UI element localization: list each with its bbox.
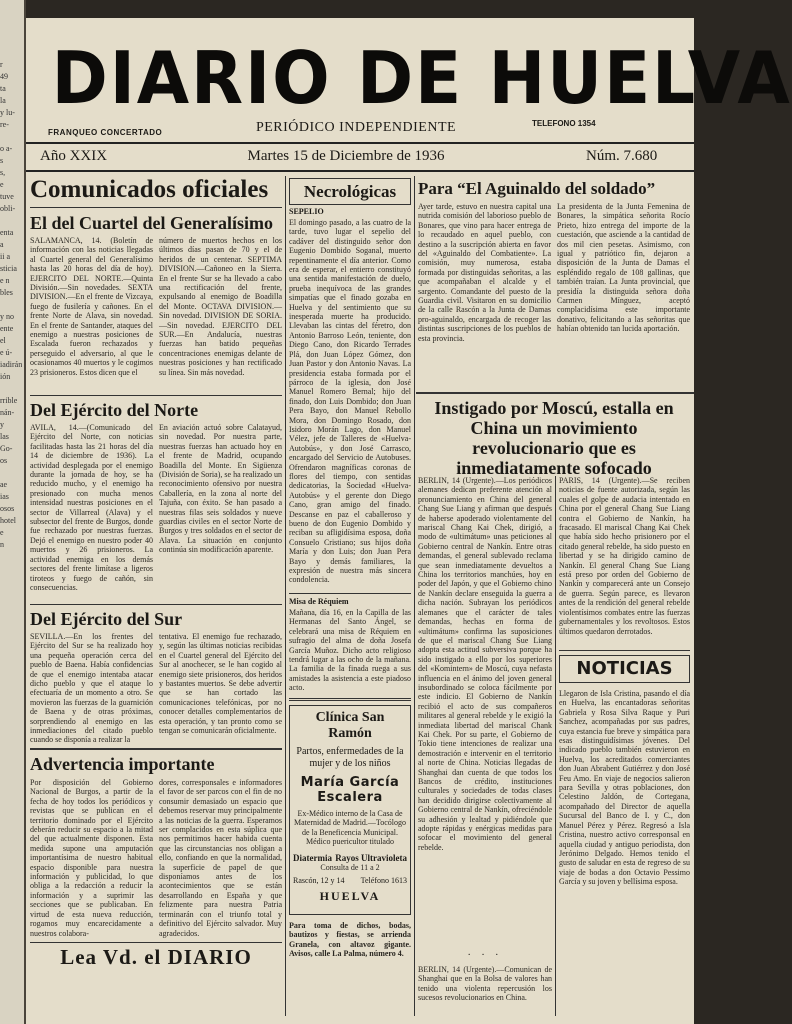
clinic-advertisement — [289, 705, 411, 915]
sur-text-2: tentativa. El enemigo fue rechazado, y, según las últimas noticias recibidas en el Cuartel general del Ejército del Sur al anochecer, se le han cogido al enemigo siete prisioneros, dos heridos y bastantes muertos. Se debe advertir que se han cortado las comunicaciones telefónicas, por no conocer detalles complementarios de esta operación, y tan pronto como se tengan se comunicarán oficialmente. — [159, 632, 282, 736]
previous-page-fragment: a — [0, 240, 4, 249]
headline-ejercito-norte: Del Ejército del Norte — [30, 400, 199, 420]
year-label: Año XXIX — [40, 148, 108, 164]
previous-page-fragment: las — [0, 432, 9, 441]
franqueo-label: FRANQUEO CONCERTADO — [48, 128, 163, 137]
noticias-text: Llegaron de Isla Cristina, pasando el día en Huelva, las encantadoras señoritas Gabriela y Rosa Silva Raque y Puri Sanchez, acompañadas por sus padres, cuya estancia fue breve y simpática para esas distinguidísimas jóvenes. Del indicado pueblo también estuvieron en Huelva, los acreditados comerciantes don Juan Abrabent Gutiérrez y don José Feu Amo. En viaje de negocios salieron para Sevilla y otras poblaciones, don Celestino Jaldón, de Cortegana, acompañado del Director de aquella Sucursal del Banco de I. y C., don Manuel Pérez y Pérez. Regresó a Isla Cristina, nuestro activo corresponsal en aquella ciudad y antiguo periodista, don Jerónimo Delgado. Hemos tenido el gusto de saludar en esta de regreso de su viaje de bodas a don Octavio Pessimo García y su joven y bellísima esposa. — [559, 689, 690, 887]
clinic-address: Rascón, 12 y 14 — [293, 876, 345, 886]
masthead-rule-bottom — [26, 170, 694, 172]
sepelio-text: El domingo pasado, a las cuatro de la tarde, tuvo lugar el sepelio del cadáver del distinguido señor don Eugenio Dombido Soganal, muerto repentinamente el día anterior. Como era de esperar, el entierro constituyó una sentida manifestación de duelo, prueba inequívoca de las grandes simpatías que el finado gozaba en Huelva y del sentimiento que su inesperada muerte ha producido. Llevaban las cintas del féretro, don Antonio Barroso León, teniente, don Diego Cano, don Ricardo Terrades Plá, don Juan López Gómez, don Juan Pastor y don Antonio Navas. La presidencia estaba formada por el párroco de la iglesia, don José Manuel Romero Bernal; hijo del finado, don Luis Dombido; don Juan Pera Bayo, don Manuel Rebollo Mora, don Domingo Rosado, don Isidoro Morán Lago, don Manuel Vélez, jefe de Talleres de «Huelva-Autobús», y don José Carrasco, encargado del Servicio de Autobuses. Ofrendaron magníficas coronas de flores del tiempo, con sentidas dedicatorias, la Sociedad «Huelva-Autobús» y el gerente don Diego Cano, gran amigo del finado. Descanse en paz el caballeroso y bueno de don Eugenio Dombido y reciban su afligidísima esposa, doña Consuelo Cristiano; sus hijos doña María y don Luis; don Juan Pera Bayo y demás familiares, la expresión de nuestra más sincera condolencia. — [289, 218, 411, 585]
column-official-communiques — [30, 176, 282, 1016]
headline-cuartel-general: El del Cuartel del Generalísimo — [30, 213, 273, 233]
section-aguinaldo — [418, 178, 690, 392]
previous-page-fragment: y — [0, 420, 4, 429]
cuartel-text-2: número de muertos hechos en los últimos días pasan de 70 y el de heridos de un centenar. SEPTIMA DIVISION.—Cañoneo en la Sierra. En el frente Sur se ha llevado a cabo una rectificación del frente, expulsando al enemigo de Boadilla del Monte. OCTAVA DIVISION.—Sin novedad. DIVISION DE SORIA.—Sin novedad. EJERCITO DEL SUR.—En Andalucía, nuestras fuerzas han batido pequeñas concentraciones enemigas delante de nuestras posiciones y han rectificado su línea. Sin más novedad. — [159, 236, 282, 377]
previous-page-fragment: osos — [0, 504, 15, 513]
headline-comunicados: Comunicados oficiales — [30, 176, 269, 203]
lea-el-diario: Lea Vd. el DIARIO — [60, 945, 252, 969]
headline-advertencia: Advertencia importante — [30, 754, 215, 774]
column-berlin — [418, 476, 552, 1016]
previous-page-fragment: o a- — [0, 144, 13, 153]
previous-page-fragment: s, — [0, 168, 6, 177]
previous-page-fragment: n — [0, 540, 4, 549]
rayos-label: Rayos Ultravioleta — [335, 852, 407, 863]
previous-page-fragment: Go- — [0, 444, 13, 453]
masthead-rule-top — [26, 142, 694, 144]
previous-page-fragment: e — [0, 528, 4, 537]
previous-page-fragment: la — [0, 96, 6, 105]
section-moscu-headline — [418, 398, 690, 478]
previous-page-fragment: bles — [0, 288, 13, 297]
previous-page-fragment: e n — [0, 276, 10, 285]
previous-page-fragment: r — [0, 60, 3, 69]
clinic-description: Partos, enfermedades de la mujer y de los niños — [296, 746, 404, 769]
misa-text: Mañana, día 16, en la Capilla de las Hermanas del Santo Ángel, se celebrará una misa de Réquiem en sufragio del alma de doña Josefa García Muñoz. Dicho acto religioso tendrá lugar a las ocho de la mañana. La familia de la finada ruega a sus amistades la asistencia a este piadoso acto. — [289, 608, 411, 693]
advertencia-text-2: dores, corresponsales e informadores el favor de ser parcos con el fin de no consumir demasiado un espacio que debemos reservar muy principalmente a las noticias de la guerra. Esperamos ser complacidos en esta súplica que nos permitimos hacer habida cuenta que las circunstancias nos obligan a ello, confiando en que la normalidad, la superficie de papel de que disponíamos antes de los acontecimientos que se están desarrollando en España y que felizmente para nuestra Patria terminarán con el triunfo total y definitivo del Ejército salvador. Muy agradecidos. — [159, 778, 282, 938]
sepelio-heading: SEPELIO — [289, 207, 324, 216]
masthead-subtitle: PERIÓDICO INDEPENDIENTE — [255, 120, 457, 135]
headline-ejercito-sur: Del Ejército del Sur — [30, 609, 183, 629]
previous-page-fragment: ta — [0, 84, 6, 93]
doctor-name: María García Escalera — [300, 775, 400, 805]
issue-date: Martes 15 de Diciembre de 1936 — [247, 148, 445, 164]
diatermia-label: Diatermia — [293, 852, 332, 863]
previous-page-fragment: s — [0, 156, 4, 165]
previous-page-edge — [0, 0, 26, 1024]
previous-page-fragment: y no — [0, 312, 14, 321]
previous-page-fragment: hotel — [0, 516, 16, 525]
masthead-title: DIARIO DE HUELVA — [51, 36, 792, 120]
sur-text-1: SEVILLA.—En los frentes del Ejército del Sur se ha realizado hoy una pequeña operación cerca del pueblo de Baena. Había confidencias de que el enemigo intentaba atacar dicho pueblo y que el ataque lo efectuaría de un momento a otro. Se movieron las fuerzas de la guarnición de Baena y de otras próximas, sorprendiendo al enemigo en las inmediaciones del citado pueblo cuando se disponía a realizar la — [30, 632, 153, 745]
aguinaldo-text-2: La presidenta de la Junta Femenina de Bonares, la simpática señorita Rocío Prieto, hizo entrega del importe de la cuestación, que asciende a la cantidad de dos mil cien pesetas. Asimismo, con igual y patriótico fin, dejaron a disposición de la Junta de Damas el espléndido regalo de 108 gallinas, que también traían. La Junta provincial, que presidía la distinguida señora doña Carmen Mínguez, aceptó complacidísima este importante donativo, felicitando a las señoritas que habían obtenido tan lucida aportación. — [557, 202, 690, 334]
aguinaldo-text-1: Ayer tarde, estuvo en nuestra capital una nutrida comisión del laborioso pueblo de Bonares, que vino para hacer entrega de lo recaudado en aquel pueblo, con destino a la suscripción abierta en favor del «Aguinaldo del Combatiente». La comisión, muy numerosa, estaba formada por distinguidas señoritas, a las que acompañaban el alcalde y el sargento. Comandante del puesto de la Guardia civil. Visitaron en su domicilio de la calle Rascón a la Junta de Damas pro-aguinaldo, encargada de recoger las distintas suscripciones de los pueblos de esta provincia. — [418, 202, 551, 343]
previous-page-fragment: enta — [0, 228, 14, 237]
previous-page-fragment: rrible — [0, 396, 18, 405]
advertencia-text-1: Por disposición del Gobierno Nacional de Burgos, a partir de la fecha de hoy todos los periódicos y revistas que se publican en el territorio dominado por el Ejército deberán reducir su espacio a la mitad del que actualmente disponen. Esta medida supone una amputación importantísima de nuestro habitual espacio disponible para nuestra información y publicidad, lo que obliga a la redacción a reducir la información y a suprimir las secciones que se publicaban. En virtud de esta nueva reducción, rogamos muy encarecidamente a nuestros colabora- — [30, 778, 153, 938]
column-paris-noticias — [559, 476, 690, 1016]
previous-page-fragment: e — [0, 180, 4, 189]
granela-ad: Para toma de dichos, bodas, bautizos y fiestas, se arrienda Granela, con altavoz gigante. Avisos, calle La Palma, número 4. — [289, 921, 411, 959]
column-divider-3 — [555, 476, 556, 1016]
norte-text-1: AVILA, 14.—(Comunicado del Ejército del Norte, con noticias facilitadas hasta las 21 horas del día 14 de diciembre de 1936). La actividad desplegada por el enemigo durante la jornada de hoy, se ha reducido mucho, y el enemigo ha presionado con mucha menos intensidad nuestras posiciones en el sector de Villarreal (Alava) y el subsector del frente de Burgos, donde fue rechazado por nuestras fuerzas. Dejó el enemigo en nuestro poder 40 muertos y 26 prisioneros. La actividad enemiga en los demás sectores del frente limítase a ligeros tiroteos y fuego de cañón, sin consecuencias. — [30, 423, 153, 592]
previous-page-fragment: sticia — [0, 264, 17, 273]
headline-moscu: Instigado por Moscú, estalla en China un movimiento revolucionario que es inmediatamente sofocado — [434, 398, 674, 478]
aguinaldo-rule — [416, 392, 694, 394]
previous-page-fragment: y lu- — [0, 108, 15, 117]
clinic-city: HUELVA — [319, 889, 381, 904]
clinic-name: Clínica San Ramón — [315, 710, 385, 741]
consulta-hours: Consulta de 11 a 2 — [320, 862, 380, 872]
berlin-text-2: BERLIN, 14 (Urgente).—Comunican de Shanghai que en la Bolsa de valores han tenido una violenta repercusión los sucesos revolucionarios en China. — [418, 965, 552, 1003]
previous-page-fragment: 49 — [0, 72, 8, 81]
paris-text: PARIS, 14 (Urgente).—Se reciben noticias de fuente autorizada, según las cuales el golpe de audacia intentado en China por el general Chang Sue Liang contra el Gobierno de Nankín, ha fracasado. El mariscal Chang Kai Chek que había sido hecho prisionero por el citado general rebelde, ha sido puesto en libertad y se ha dirigido camino de Nankín. El general Chang Sue Liang está preso por orden del Gobierno de Nankín y comparecerá ante un Consejo de guerra. Según parece, es llevaron antes de la rendición del general rebelde violentísimos combates entre las fuerzas gubernamentales y los revoltosos. Estos últimos quedaron derrotados. — [559, 476, 690, 636]
telefono-label: TELEFONO 1354 — [532, 119, 596, 128]
previous-page-fragment: os — [0, 456, 8, 465]
cuartel-text-1: SALAMANCA, 14. (Boletín de información con las noticias llegadas al Cuartel general del Generalísimo hasta las 20 horas del día de hoy). EJERCITO DEL NORTE.—Quinta División.—Sin novedades. SEXTA DIVISION.—En el frente de Vizcaya, fuego de fusilería y cañones. En el frente Norte de Alava, sin novedad. En el frente de Santander, ataques del enemigo a nuestras posiciones de Escalada fueron rechazados y perseguido el adversario, al que le ocasionamos 40 muertos y le cogimos 23 prisioneros. Estos dicen que el — [30, 236, 153, 377]
norte-text-2: En aviación actuó sobre Calatayud, sin novedad. Por nuestra parte, nuestras fuerzas han actuado hoy en el frente de Madrid, ocupando Boadilla del Monte. En Sigüenza (División de Soria), se ha realizado un reconocimiento ofensivo por nuestra Caballería, en la zona al norte del Tajuña, con éxito. Se han pasado a nuestras filas seis soldados y nueve guardias civiles en el sector Norte de Burgos y tres soldados en el sector de Alava. La situación en conjunto continúa sin modificación aparente. — [159, 423, 282, 555]
headline-necrologicas: Necrológicas — [303, 182, 397, 201]
headline-noticias: NOTICIAS — [576, 658, 673, 679]
clinic-phone: Teléfono 1613 — [360, 876, 407, 886]
previous-page-fragment: e ú- — [0, 348, 13, 357]
previous-page-fragment: re- — [0, 120, 9, 129]
issue-number: Núm. 7.680 — [586, 148, 658, 164]
previous-page-fragment: ente — [0, 324, 14, 333]
column-divider-2 — [414, 176, 415, 1016]
column-necrologicas — [289, 178, 411, 1018]
headline-aguinaldo: Para “El Aguinaldo del soldado” — [418, 179, 656, 198]
previous-page-fragment: ión — [0, 372, 11, 381]
previous-page-fragments — [0, 60, 24, 550]
ornament-divider: · · · — [467, 950, 503, 961]
previous-page-fragment: obli- — [0, 204, 16, 213]
previous-page-fragment: ias — [0, 492, 9, 501]
previous-page-fragment: ii a — [0, 252, 10, 261]
previous-page-fragment: tuve — [0, 192, 14, 201]
previous-page-fragment: el — [0, 336, 6, 345]
column-divider-1 — [285, 176, 286, 1016]
previous-page-fragment: iadirán — [0, 360, 23, 369]
previous-page-fragment: ae — [0, 480, 8, 489]
doctor-description: Ex-Médico interno de la Casa de Maternidad de Madrid.—Tocólogo de la Beneficencia Municipal. Médico puericultor titulado — [293, 809, 407, 847]
newspaper-page — [26, 18, 792, 1024]
berlin-text-1: BERLIN, 14 (Urgente).—Los periódicos alemanes dedican preferente atención al pronunciamiento en China del general Chang Sue Liang y afirman que después de haberse apoderado violentamente del mariscal Chang Kai Chek, dirigió, a modo de «ultimátum» unas peticiones al Gobierno central de Nankín. Entre otras demandas, el general sublevado reclama que sean inmediatamente devueltos a China los territorios manchúes, hoy en poder del Japón, y que el Gobierno chino de Nankín declare enseguida la guerra a dicha nación. Subrayan los periódicos alemanes que el carácter de tales demandas, hechas en forma de «ultimátum» confirma las suposiciones de que el mariscal Chang Sue Liang adopta esta actitud subversiva porque ha sido instigado a ello por los superiores del «Komintern» de Moscú, cuya nefasta influencia en el ánimo del joven general insubordinado se coloca fácilmente por este indicio. El Gobierno de Nankín recibió el acto de sus compañeros militares al general rebelde y le exigió la inmediata libertad del mariscal Chank Kai Chek. Por su parte, el Gobierno de Tokio tiene intenciones de realizar una demostración e intervenir en el territorio al norte de China. Noticias llegadas de Shanghai dan cuenta de que todos los Bancos de crédito, instituciones culturales y sociedades de todas clases han decidido dirigirse colectivamente al Gobierno central de Nankín, ofreciéndole su adhesión y lealtad y pidiéndole que adopte rápidas y enérgicas medidas para sofocar el movimiento del general rebelde. — [418, 476, 552, 852]
previous-page-fragment: nán- — [0, 408, 15, 417]
misa-heading: Misa de Réquiem — [289, 597, 349, 606]
